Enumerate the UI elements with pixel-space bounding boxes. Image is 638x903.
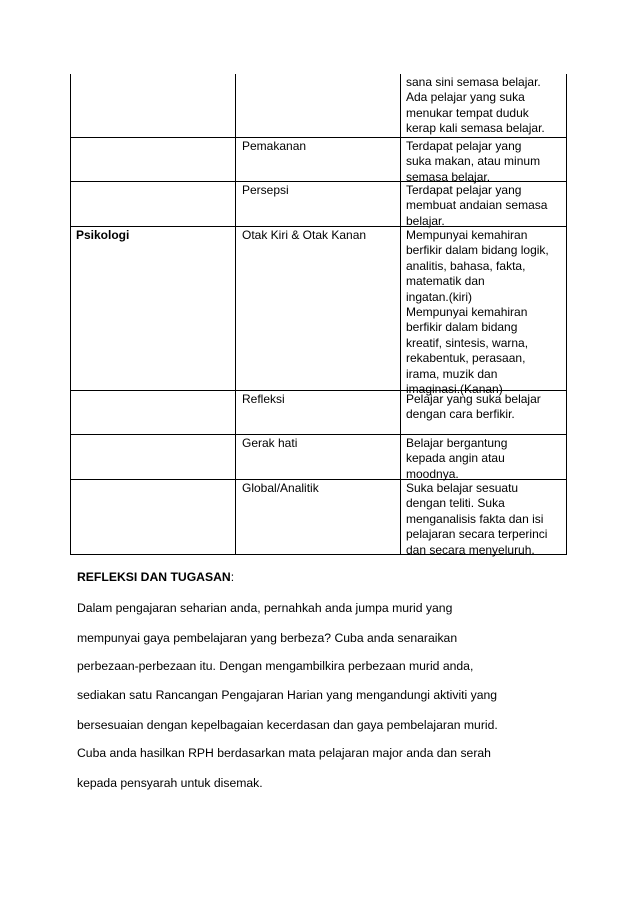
paragraph-line: perbezaan-perbezaan itu. Dengan mengambilkira perbezaan murid anda, (77, 659, 474, 673)
table-cell-description: Suka belajar sesuatu dengan teliti. Suka menganalisis fakta dan isi pelajaran secara terperinci dan secara menyeluruh. (406, 481, 548, 557)
table-cell-subcategory: Otak Kiri & Otak Kanan (242, 228, 367, 242)
paragraph-line: mempunyai gaya pembelajaran yang berbeza? Cuba anda senaraikan (77, 631, 458, 645)
section-title-colon: : (230, 570, 235, 584)
table-cell-subcategory: Gerak hati (242, 436, 298, 450)
table-cell-category: Psikologi (76, 228, 130, 242)
table-cell-subcategory: Pemakanan (242, 139, 307, 153)
paragraph-line: sediakan satu Rancangan Pengajaran Harian yang mengandungi aktiviti yang (77, 688, 498, 702)
table-cell-subcategory: Global/Analitik (242, 481, 319, 495)
table-cell-description: Mempunyai kemahiran berfikir dalam bidang logik, analitis, bahasa, fakta, matematik dan ingatan.(kiri) Mempunyai kemahiran berfikir dalam bidang kreatif, sintesis, warna, rekabentuk, perasaan, irama, muzik dan imaginasi.(Kanan) (406, 228, 549, 397)
table-cell-description: Terdapat pelajar yang suka makan, atau minum semasa belajar. (406, 139, 541, 184)
table-cell-description: Terdapat pelajar yang membuat andaian semasa belajar. (406, 183, 548, 228)
table-cell-description: Belajar bergantung kepada angin atau moodnya. (406, 436, 508, 481)
section-heading (77, 570, 234, 584)
table-cell-description: sana sini semasa belajar. Ada pelajar yang suka menukar tempat duduk kerap kali semasa belajar. (406, 75, 545, 136)
paragraph-line: kepada pensyarah untuk disemak. (77, 776, 263, 790)
paragraph-line: Dalam pengajaran seharian anda, pernahkah anda jumpa murid yang (77, 601, 453, 615)
paragraph-line: Cuba anda hasilkan RPH berdasarkan mata pelajaran major anda dan serah (77, 746, 491, 760)
table-cell-subcategory: Refleksi (242, 392, 285, 406)
section-title: REFLEKSI DAN TUGASAN (77, 570, 231, 584)
table-cell-description: Pelajar yang suka belajar dengan cara berfikir. (406, 392, 541, 422)
paragraph-line: bersesuaian dengan kepelbagaian kecerdasan dan gaya pembelajaran murid. (77, 718, 498, 732)
table-cell-subcategory: Persepsi (242, 183, 289, 197)
